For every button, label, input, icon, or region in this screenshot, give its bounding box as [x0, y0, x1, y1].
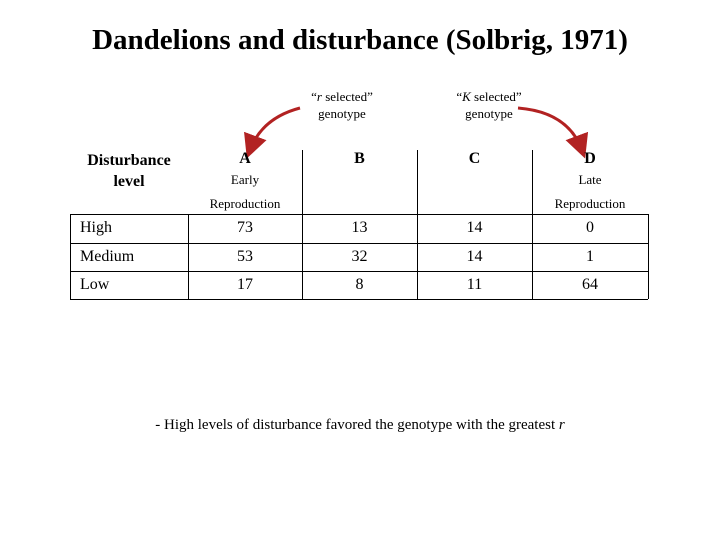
cell-high-d: 0 — [586, 219, 594, 236]
k-label-genotype: genotype — [465, 106, 513, 121]
col-header-a — [188, 150, 302, 216]
row-level-medium: Medium — [80, 248, 135, 265]
col-header-c — [417, 150, 532, 168]
cell-medium-d: 1 — [586, 248, 594, 265]
cell-medium-a: 53 — [237, 248, 253, 265]
col-a-sub2: Reproduction — [209, 196, 281, 211]
slide-title: Dandelions and disturbance (Solbrig, 1971) — [92, 24, 628, 56]
cell-high-a: 73 — [237, 219, 253, 236]
col-d-sub2: Reproduction — [554, 196, 626, 211]
col-c-label: C — [468, 150, 481, 167]
cell-low-a: 17 — [237, 276, 253, 293]
col-a-label: A — [239, 150, 251, 167]
col-a-sub1: Early — [230, 172, 260, 187]
cell-high-c: 14 — [466, 219, 483, 236]
r-label-selected: selected” — [321, 89, 373, 104]
r-label-italic: r — [316, 89, 322, 104]
footnote-italic-r: r — [558, 417, 565, 433]
cell-medium-b: 32 — [351, 248, 368, 265]
col-d-label: D — [584, 150, 596, 167]
cell-medium-c: 14 — [466, 248, 483, 265]
footnote — [0, 417, 720, 434]
arrow-to-d — [518, 108, 582, 150]
row-divider-1 — [70, 243, 648, 244]
table-right-edge — [648, 214, 649, 299]
k-label-quote-open: “ — [456, 89, 463, 104]
cell-low-d: 64 — [582, 276, 598, 293]
header-divider — [70, 214, 648, 215]
cell-low-c: 11 — [466, 276, 483, 293]
col-header-d — [532, 150, 648, 216]
table-left-edge — [70, 214, 71, 299]
k-label-italic: K — [462, 89, 471, 104]
row-divider-2 — [70, 271, 648, 272]
table-bottom — [70, 299, 648, 300]
col-b-label: B — [354, 150, 365, 167]
row-header — [70, 150, 188, 192]
cell-low-b: 8 — [355, 276, 364, 293]
k-label-selected: selected” — [470, 89, 522, 104]
row-header-line2: level — [113, 173, 145, 190]
col-d-sub1: Late — [578, 172, 602, 187]
r-label-genotype: genotype — [318, 106, 366, 121]
col-header-b — [302, 150, 417, 168]
arrow-to-a — [250, 108, 300, 150]
row-header-line1: Disturbance — [87, 152, 171, 169]
cell-high-b: 13 — [351, 219, 368, 236]
footnote-text: - High levels of disturbance favored the genotype with the greatest — [155, 417, 559, 433]
r-label-quote-open: “ — [311, 89, 317, 104]
row-level-low: Low — [80, 276, 110, 293]
row-level-high: High — [80, 219, 112, 236]
